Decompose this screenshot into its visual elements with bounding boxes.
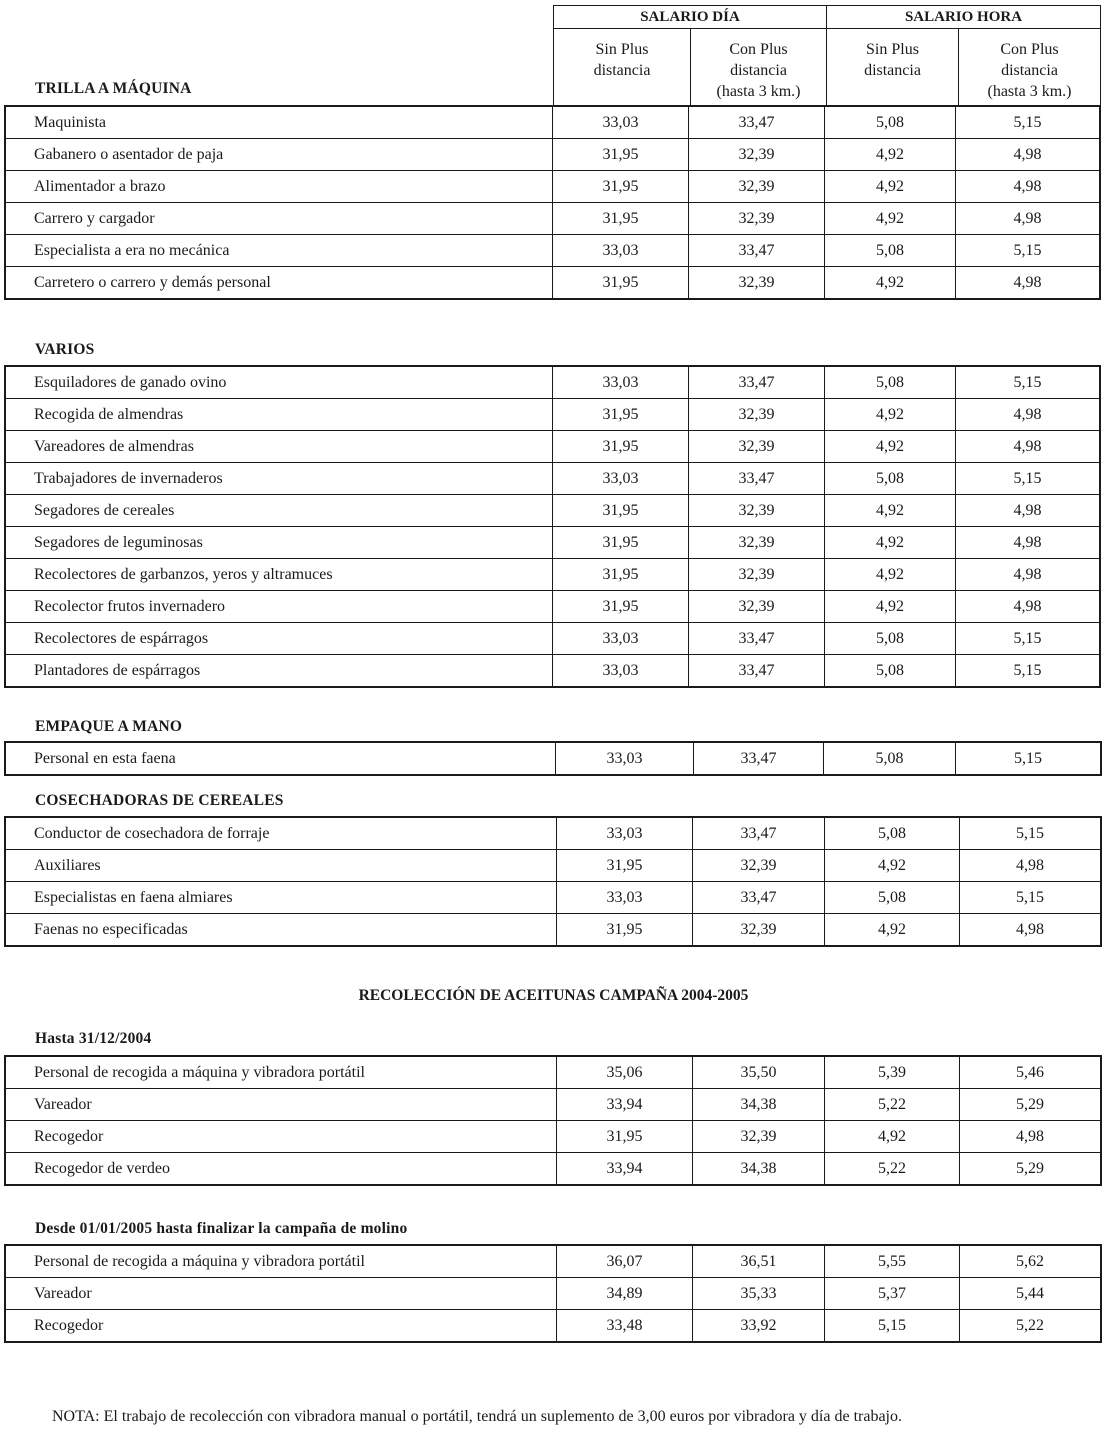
row-label: Personal en esta faena [6, 743, 556, 775]
con-plus-dia-value: 34,38 [693, 1089, 825, 1121]
row-label: Especialistas en faena almiares [6, 882, 557, 914]
con-plus-hora-value: 5,29 [960, 1089, 1101, 1121]
table-row [6, 1153, 1101, 1185]
row-label: Alimentador a brazo [6, 171, 553, 203]
con-plus-hora-value: 4,98 [956, 559, 1100, 591]
con-plus-dia-value: 32,39 [689, 203, 825, 235]
row-label: Auxiliares [6, 850, 557, 882]
table-empaque [5, 742, 1101, 775]
salario-hora-header: SALARIO HORA [827, 6, 1100, 29]
con-plus-dia-value: 33,47 [694, 743, 824, 775]
row-label: Recogida de almendras [6, 399, 553, 431]
con-plus-hora-value: 5,46 [960, 1057, 1101, 1089]
con-plus-hora-value: 5,15 [956, 655, 1100, 687]
con-plus-hora-value: 4,98 [956, 171, 1100, 203]
sin-plus-dia-value: 31,95 [553, 139, 689, 171]
con-plus-dia-value: 32,39 [693, 850, 825, 882]
sin-plus-dia-value: 31,95 [553, 399, 689, 431]
row-label: Personal de recogida a máquina y vibradora portátil [6, 1057, 557, 1089]
row-label: Recolectores de garbanzos, yeros y altramuces [6, 559, 553, 591]
row-label: Carrero y cargador [6, 203, 553, 235]
sin-plus-dia-value: 33,03 [553, 367, 689, 399]
row-label: Vareadores de almendras [6, 431, 553, 463]
salario-dia-header: SALARIO DÍA [554, 6, 826, 29]
con-plus-hora-value: 5,22 [960, 1310, 1101, 1342]
con-plus-hora-value: 5,15 [956, 463, 1100, 495]
con-plus-dia-value: 32,39 [689, 527, 825, 559]
con-plus-dia-value: 32,39 [689, 139, 825, 171]
sin-plus-hora-value: 4,92 [825, 527, 956, 559]
con-plus-dia-value: 32,39 [693, 1121, 825, 1153]
sin-plus-hora-value: 4,92 [825, 559, 956, 591]
section-title-hasta-2004: Hasta 31/12/2004 [35, 1030, 152, 1047]
sin-plus-dia-value: 33,03 [553, 107, 689, 139]
sin-plus-hora-value: 5,08 [825, 367, 956, 399]
sin-plus-dia-value: 31,95 [557, 850, 693, 882]
sin-plus-hora-value: 5,37 [825, 1278, 960, 1310]
con-plus-dia-value: 33,47 [693, 818, 825, 850]
sin-plus-dia-header: Sin Plus distancia [593, 41, 651, 79]
sin-plus-dia-value: 33,03 [557, 882, 693, 914]
table-row [6, 655, 1100, 687]
table-row [6, 1310, 1101, 1342]
table-cosechadoras [5, 817, 1101, 946]
sin-plus-dia-value: 31,95 [553, 267, 689, 299]
sin-plus-dia-value: 33,03 [557, 818, 693, 850]
sin-plus-dia-value: 31,95 [553, 171, 689, 203]
sin-plus-dia-value: 33,94 [557, 1153, 693, 1185]
sin-plus-hora-value: 5,55 [825, 1246, 960, 1278]
sin-plus-hora-value: 5,22 [825, 1089, 960, 1121]
sin-plus-hora-value: 4,92 [825, 431, 956, 463]
con-plus-dia-value: 33,47 [689, 367, 825, 399]
sin-plus-hora-value: 5,08 [825, 655, 956, 687]
row-label: Conductor de cosechadora de forraje [6, 818, 557, 850]
sin-plus-hora-value: 5,08 [825, 818, 960, 850]
sin-plus-dia-value: 34,89 [557, 1278, 693, 1310]
row-label: Trabajadores de invernaderos [6, 463, 553, 495]
table-row [6, 267, 1100, 299]
con-plus-dia-value: 36,51 [693, 1246, 825, 1278]
con-plus-dia-value: 35,50 [693, 1057, 825, 1089]
table-row [6, 463, 1100, 495]
con-plus-dia-value: 32,39 [689, 399, 825, 431]
table-row [6, 850, 1101, 882]
table-row [6, 1246, 1101, 1278]
section-title-aceitunas: RECOLECCIÓN DE ACEITUNAS CAMPAÑA 2004-2005 [358, 987, 749, 1004]
table-row [6, 559, 1100, 591]
con-plus-hora-value: 5,15 [956, 367, 1100, 399]
sin-plus-dia-value: 33,94 [557, 1089, 693, 1121]
sin-plus-dia-value: 31,95 [553, 591, 689, 623]
table-row [6, 623, 1100, 655]
table-row [6, 914, 1101, 946]
table-row [6, 399, 1100, 431]
section-title-desde-2005: Desde 01/01/2005 hasta finalizar la campaña de molino [35, 1220, 408, 1237]
section-title-trilla: TRILLA A MÁQUINA [35, 80, 192, 97]
sin-plus-dia-value: 31,95 [553, 495, 689, 527]
table-row [6, 431, 1100, 463]
table-trilla [5, 106, 1100, 299]
con-plus-hora-value: 4,98 [956, 527, 1100, 559]
con-plus-dia-value: 32,39 [689, 267, 825, 299]
con-plus-dia-value: 34,38 [693, 1153, 825, 1185]
con-plus-hora-header: Con Plus distancia (hasta 3 km.) [987, 41, 1072, 100]
sin-plus-hora-value: 4,92 [825, 203, 956, 235]
row-label: Especialista a era no mecánica [6, 235, 553, 267]
row-label: Personal de recogida a máquina y vibradora portátil [6, 1246, 557, 1278]
sin-plus-hora-value: 4,92 [825, 399, 956, 431]
sin-plus-hora-value: 4,92 [825, 139, 956, 171]
con-plus-hora-value: 4,98 [960, 914, 1101, 946]
sin-plus-hora-value: 5,39 [825, 1057, 960, 1089]
row-label: Recogedor [6, 1310, 557, 1342]
table-row [6, 495, 1100, 527]
sin-plus-hora-value: 5,08 [825, 623, 956, 655]
table-desde-2005 [5, 1245, 1101, 1342]
sin-plus-hora-value: 5,08 [824, 743, 956, 775]
con-plus-dia-value: 32,39 [689, 559, 825, 591]
con-plus-hora-value: 4,98 [956, 267, 1100, 299]
con-plus-dia-value: 32,39 [689, 431, 825, 463]
sin-plus-hora-value: 4,92 [825, 171, 956, 203]
con-plus-hora-value: 5,15 [956, 623, 1100, 655]
table-varios [5, 366, 1100, 687]
con-plus-hora-value: 5,15 [956, 235, 1100, 267]
row-label: Maquinista [6, 107, 553, 139]
row-label: Recogedor de verdeo [6, 1153, 557, 1185]
con-plus-dia-value: 33,47 [689, 107, 825, 139]
sin-plus-dia-value: 31,95 [553, 559, 689, 591]
table-row [6, 1089, 1101, 1121]
row-label: Faenas no especificadas [6, 914, 557, 946]
con-plus-dia-value: 33,47 [693, 882, 825, 914]
row-label: Recolectores de espárragos [6, 623, 553, 655]
sin-plus-dia-value: 33,03 [553, 655, 689, 687]
row-label: Esquiladores de ganado ovino [6, 367, 553, 399]
sin-plus-dia-value: 31,95 [557, 914, 693, 946]
table-row [6, 1278, 1101, 1310]
con-plus-hora-value: 5,15 [956, 743, 1101, 775]
section-title-empaque: EMPAQUE A MANO [35, 718, 183, 735]
row-label: Gabanero o asentador de paja [6, 139, 553, 171]
sin-plus-hora-header: Sin Plus distancia [864, 41, 921, 79]
sin-plus-dia-value: 31,95 [553, 527, 689, 559]
table-row [6, 527, 1100, 559]
row-label: Plantadores de espárragos [6, 655, 553, 687]
sin-plus-dia-value: 31,95 [557, 1121, 693, 1153]
sin-plus-hora-value: 4,92 [825, 591, 956, 623]
sin-plus-hora-value: 4,92 [825, 850, 960, 882]
row-label: Recolector frutos invernadero [6, 591, 553, 623]
con-plus-hora-value: 5,15 [956, 107, 1100, 139]
sin-plus-hora-value: 4,92 [825, 267, 956, 299]
sin-plus-dia-value: 33,03 [553, 623, 689, 655]
table-row [6, 882, 1101, 914]
con-plus-hora-value: 4,98 [956, 495, 1100, 527]
sin-plus-hora-value: 4,92 [825, 914, 960, 946]
con-plus-hora-value: 4,98 [956, 431, 1100, 463]
section-title-cosechadoras: COSECHADORAS DE CEREALES [35, 792, 284, 809]
con-plus-dia-value: 33,47 [689, 235, 825, 267]
con-plus-hora-value: 4,98 [956, 203, 1100, 235]
sin-plus-hora-value: 5,15 [825, 1310, 960, 1342]
con-plus-dia-value: 33,47 [689, 463, 825, 495]
table-row [6, 591, 1100, 623]
sin-plus-dia-value: 31,95 [553, 431, 689, 463]
table-hasta-2004 [5, 1056, 1101, 1185]
table-row [6, 818, 1101, 850]
table-row [6, 235, 1100, 267]
con-plus-hora-value: 5,29 [960, 1153, 1101, 1185]
con-plus-dia-value: 33,47 [689, 655, 825, 687]
sin-plus-hora-value: 4,92 [825, 495, 956, 527]
con-plus-hora-value: 5,15 [960, 882, 1101, 914]
table-row [6, 139, 1100, 171]
sin-plus-dia-value: 33,03 [553, 235, 689, 267]
footnote: NOTA: El trabajo de recolección con vibradora manual o portátil, tendrá un suplemento de 3,00 euros por vibradora y día de trabajo. [52, 1408, 902, 1425]
sin-plus-hora-value: 5,22 [825, 1153, 960, 1185]
con-plus-hora-value: 5,15 [960, 818, 1101, 850]
sin-plus-hora-value: 5,08 [825, 463, 956, 495]
con-plus-dia-value: 33,47 [689, 623, 825, 655]
con-plus-hora-value: 4,98 [956, 399, 1100, 431]
con-plus-dia-value: 32,39 [693, 914, 825, 946]
sin-plus-dia-value: 35,06 [557, 1057, 693, 1089]
sin-plus-hora-value: 5,08 [825, 235, 956, 267]
table-row [6, 1121, 1101, 1153]
con-plus-dia-value: 35,33 [693, 1278, 825, 1310]
row-label: Vareador [6, 1278, 557, 1310]
sin-plus-dia-value: 33,48 [557, 1310, 693, 1342]
sin-plus-dia-value: 33,03 [553, 463, 689, 495]
table-row [6, 743, 1101, 775]
con-plus-hora-value: 4,98 [960, 850, 1101, 882]
row-label: Vareador [6, 1089, 557, 1121]
con-plus-dia-value: 32,39 [689, 171, 825, 203]
sin-plus-dia-value: 33,03 [556, 743, 694, 775]
table-row [6, 203, 1100, 235]
section-title-varios: VARIOS [35, 341, 95, 358]
con-plus-hora-value: 4,98 [956, 591, 1100, 623]
sin-plus-dia-value: 36,07 [557, 1246, 693, 1278]
table-row [6, 107, 1100, 139]
row-label: Segadores de leguminosas [6, 527, 553, 559]
row-label: Recogedor [6, 1121, 557, 1153]
con-plus-hora-value: 4,98 [956, 139, 1100, 171]
table-row [6, 367, 1100, 399]
con-plus-hora-value: 5,62 [960, 1246, 1101, 1278]
row-label: Carretero o carrero y demás personal [6, 267, 553, 299]
table-row [6, 171, 1100, 203]
sin-plus-hora-value: 4,92 [825, 1121, 960, 1153]
row-label: Segadores de cereales [6, 495, 553, 527]
column-header [553, 5, 1101, 106]
sin-plus-hora-value: 5,08 [825, 107, 956, 139]
sin-plus-dia-value: 31,95 [553, 203, 689, 235]
table-row [6, 1057, 1101, 1089]
con-plus-hora-value: 4,98 [960, 1121, 1101, 1153]
con-plus-dia-value: 32,39 [689, 591, 825, 623]
con-plus-dia-header: Con Plus distancia (hasta 3 km.) [716, 41, 801, 100]
con-plus-dia-value: 32,39 [689, 495, 825, 527]
sin-plus-hora-value: 5,08 [825, 882, 960, 914]
con-plus-hora-value: 5,44 [960, 1278, 1101, 1310]
con-plus-dia-value: 33,92 [693, 1310, 825, 1342]
